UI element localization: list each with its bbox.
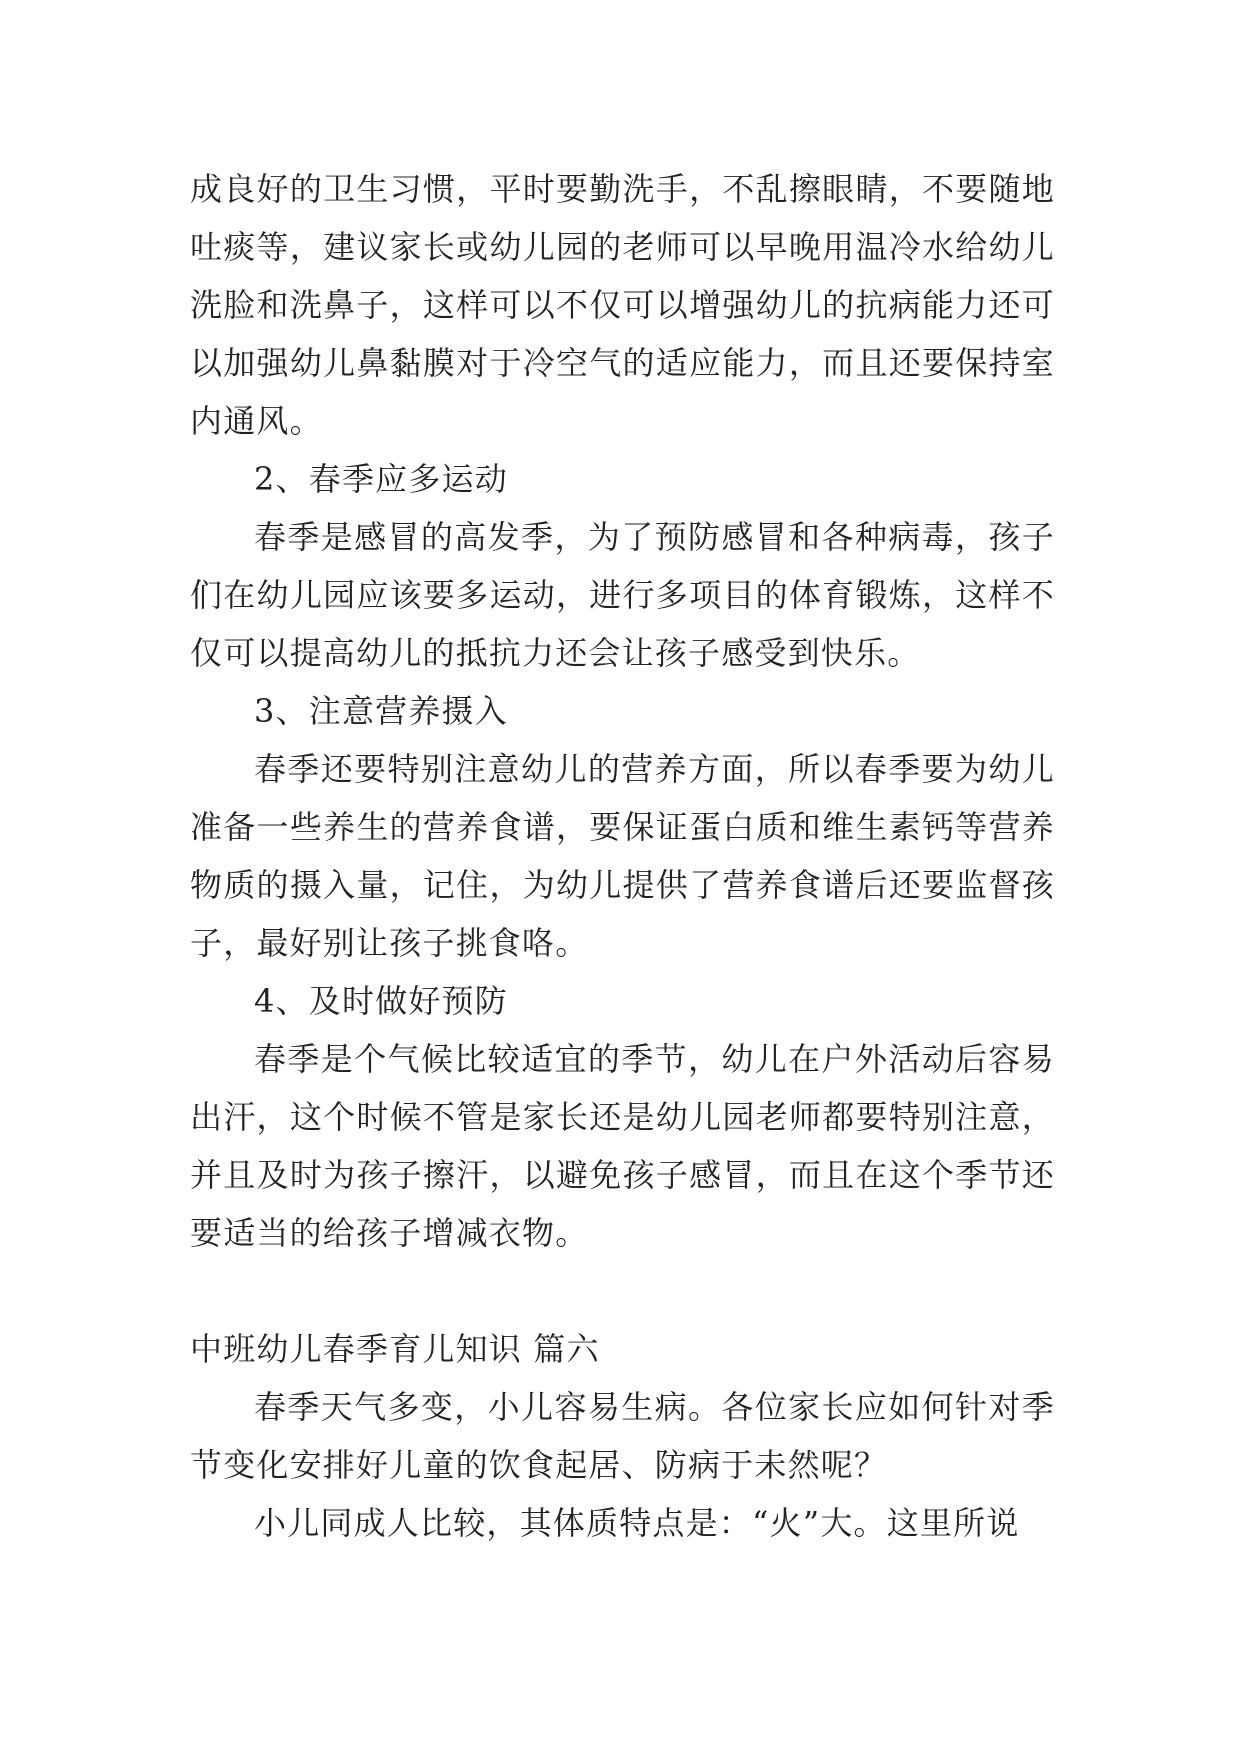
paragraph-section-intro: 春季天气多变，小儿容易生病。各位家长应如何针对季节变化安排好儿童的饮食起居、防病于未然呢？ <box>190 1388 1055 1484</box>
section-title: 中班幼儿春季育儿知识 篇六 <box>190 1330 600 1368</box>
document-body <box>190 160 1055 1552</box>
paragraph-nutrition: 春季还要特别注意幼儿的营养方面，所以春季要为幼儿准备一些养生的营养食谱，要保证蛋白质和维生素钙等营养物质的摄入量，记住，为幼儿提供了营养食谱后还要监督孩子，最好别让孩子挑食咯。 <box>190 750 1055 962</box>
paragraph-section-body: 小儿同成人比较，其体质特点是：“火”大。这里所说 <box>254 1504 1020 1542</box>
heading-prevention: 4、及时做好预防 <box>254 982 508 1020</box>
heading-exercise: 2、春季应多运动 <box>254 460 508 498</box>
paragraph-prevention: 春季是个气候比较适宜的季节，幼儿在户外活动后容易出汗，这个时候不管是家长还是幼儿园老师都要特别注意，并且及时为孩子擦汗，以避免孩子感冒，而且在这个季节还要适当的给孩子增减衣物。 <box>190 1040 1055 1252</box>
paragraph-hygiene-continuation: 成良好的卫生习惯，平时要勤洗手，不乱擦眼睛，不要随地吐痰等，建议家长或幼儿园的老师可以早晚用温冷水给幼儿洗脸和洗鼻子，这样可以不仅可以增强幼儿的抗病能力还可以加强幼儿鼻黏膜对于冷空气的适应能力，而且还要保持室内通风。 <box>190 170 1055 440</box>
heading-nutrition: 3、注意营养摄入 <box>254 692 508 730</box>
paragraph-exercise: 春季是感冒的高发季，为了预防感冒和各种病毒，孩子们在幼儿园应该要多运动，进行多项目的体育锻炼，这样不仅可以提高幼儿的抵抗力还会让孩子感受到快乐。 <box>190 518 1055 672</box>
